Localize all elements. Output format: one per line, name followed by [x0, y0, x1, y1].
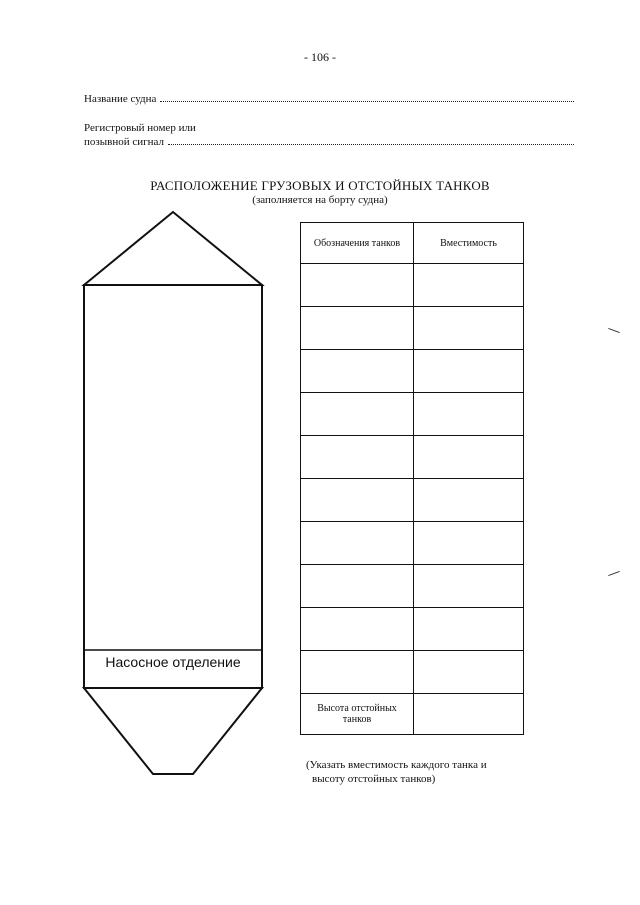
page-number: - 106 -	[304, 50, 336, 64]
table-row	[301, 307, 524, 350]
reg-number-label-line2: позывной сигнал	[84, 136, 164, 148]
table-note	[306, 758, 487, 786]
table-row	[301, 393, 524, 436]
slop-tank-height-cell[interactable]	[414, 694, 524, 735]
tank-capacity-cell[interactable]	[414, 608, 524, 651]
note-line-2: высоту отстойных танков)	[312, 773, 436, 785]
tank-designation-cell[interactable]	[301, 608, 414, 651]
header-tank-designation: Обозначения танков	[301, 223, 414, 264]
header-capacity: Вместимость	[414, 223, 524, 264]
table-header-row	[301, 223, 524, 264]
table-row	[301, 436, 524, 479]
tank-designation-cell[interactable]	[301, 479, 414, 522]
tank-capacity-cell[interactable]	[414, 307, 524, 350]
table-row	[301, 651, 524, 694]
page-subtitle: (заполняется на борту судна)	[252, 194, 388, 206]
tank-designation-cell[interactable]	[301, 264, 414, 307]
tank-capacity-cell[interactable]	[414, 393, 524, 436]
tank-capacity-cell[interactable]	[414, 436, 524, 479]
tank-capacity-cell[interactable]	[414, 350, 524, 393]
tank-designation-cell[interactable]	[301, 350, 414, 393]
tank-designation-cell[interactable]	[301, 436, 414, 479]
vessel-name-label: Название судна	[84, 93, 157, 105]
table-row	[301, 608, 524, 651]
tank-designation-cell[interactable]	[301, 307, 414, 350]
stern-outline	[84, 688, 262, 774]
tank-capacity-cell[interactable]	[414, 479, 524, 522]
table-row	[301, 350, 524, 393]
tank-designation-cell[interactable]	[301, 651, 414, 694]
tank-designation-cell[interactable]	[301, 522, 414, 565]
tank-capacity-table	[300, 222, 524, 735]
hull-outline	[84, 285, 262, 688]
table-row	[301, 522, 524, 565]
pump-room-label: Насосное отделение	[105, 654, 241, 670]
tank-capacity-cell[interactable]	[414, 522, 524, 565]
tank-capacity-cell[interactable]	[414, 651, 524, 694]
tank-designation-cell[interactable]	[301, 565, 414, 608]
bow-outline	[84, 212, 262, 285]
tank-capacity-cell[interactable]	[414, 264, 524, 307]
reg-number-label-line1: Регистровый номер или	[84, 122, 196, 134]
tank-capacity-cell[interactable]	[414, 565, 524, 608]
table-row	[301, 565, 524, 608]
table-row	[301, 479, 524, 522]
slop-tank-height-label: Высота отстойных танков	[301, 694, 414, 735]
page-title: РАСПОЛОЖЕНИЕ ГРУЗОВЫХ И ОТСТОЙНЫХ ТАНКОВ	[150, 178, 490, 193]
table-row	[301, 264, 524, 307]
note-line-1: (Указать вместимость каждого танка и	[306, 759, 487, 771]
tank-designation-cell[interactable]	[301, 393, 414, 436]
slop-tank-height-row	[301, 694, 524, 735]
